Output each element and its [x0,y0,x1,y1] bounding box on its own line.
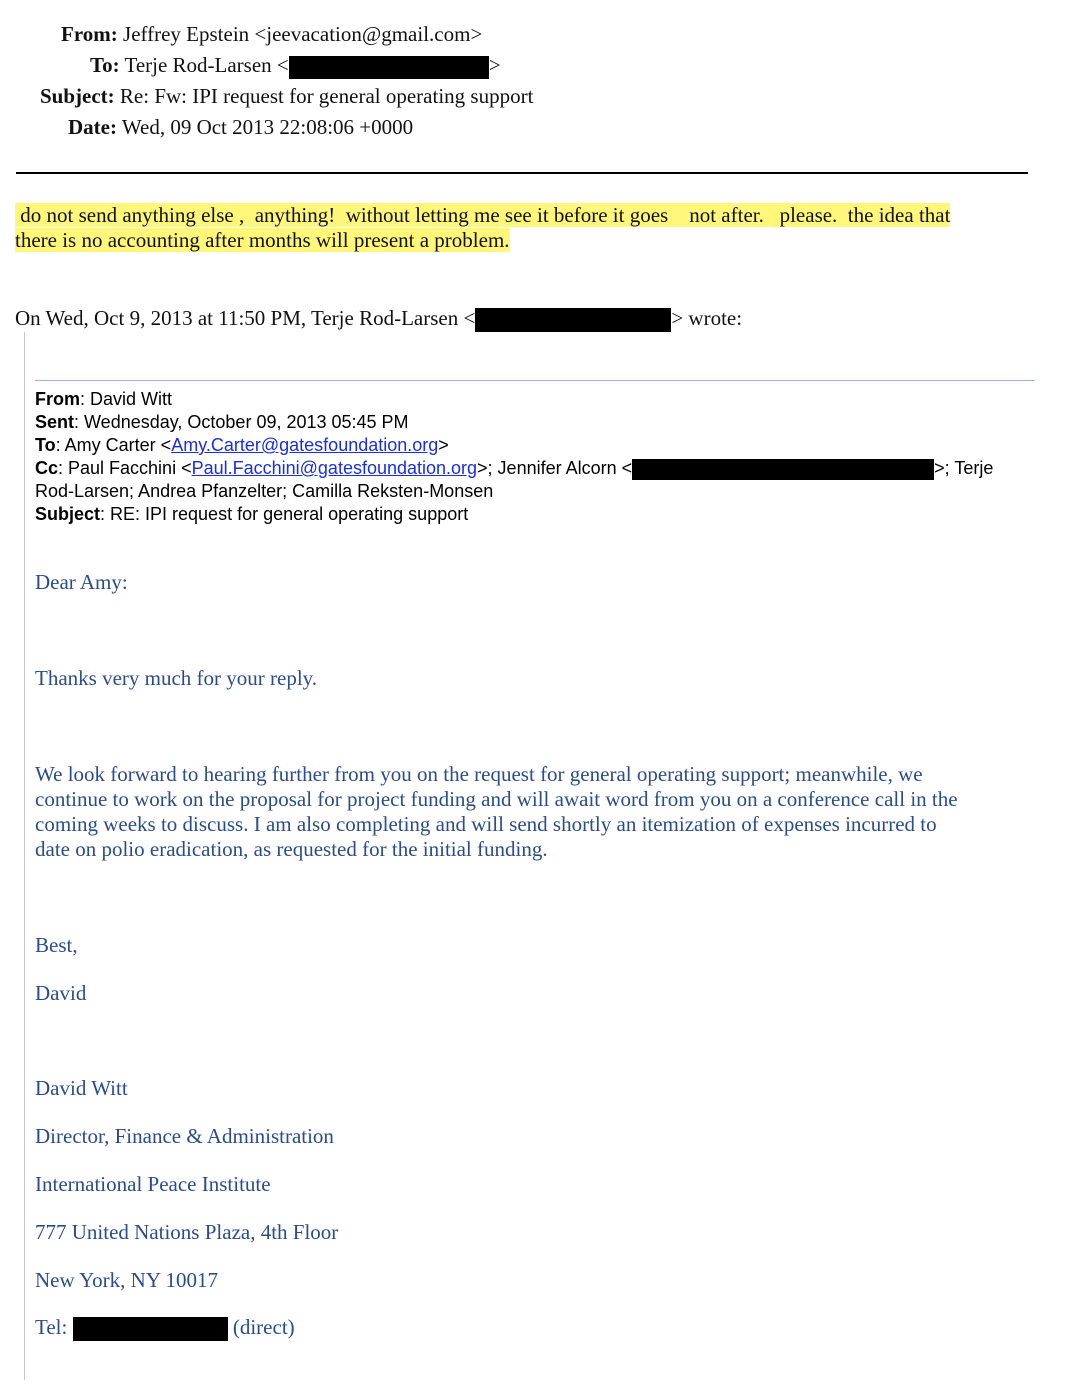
thanks-line: Thanks very much for your reply. [35,666,318,690]
quote-intro [15,304,742,332]
fwd-to-value: : Amy Carter < [55,435,172,455]
header-subject [40,82,533,110]
header-to-label: To: [90,53,120,77]
quote-intro-start: On Wed, Oct 9, 2013 at 11:50 PM, Terje Rod-Larsen < [15,306,476,330]
tel-label: Tel: [35,1315,68,1339]
header-date-value: Wed, 09 Oct 2013 22:08:06 +0000 [121,115,414,139]
fwd-from-value: : David Witt [80,389,173,409]
redaction-box [73,1317,228,1341]
paragraph-line: continue to work on the proposal for project funding and will await word from you on a conference call in the [35,787,958,811]
reply-line: there is no accounting after months will present a problem. [15,228,510,252]
fwd-sent-value: : Wednesday, October 09, 2013 05:45 PM [74,412,409,432]
paragraph-line: coming weeks to discuss. I am also completing and will send shortly an itemization of expenses incurred to [35,812,937,836]
header-from-label: From: [61,22,118,46]
header-to-value: Terje Rod-Larsen < [124,53,289,77]
fwd-cc-value: : Paul Facchini < [58,458,192,478]
fwd-sent-label: Sent [35,412,75,432]
fwd-cc-mid: >; Jennifer Alcorn < [477,458,633,478]
closing: Best, [35,933,78,957]
redaction-box [289,56,489,79]
signoff: David [35,981,87,1005]
header-to-end: > [488,53,501,77]
fwd-cc-line2: Rod-Larsen; Andrea Pfanzelter; Camilla Reksten-Monsen [35,481,494,501]
paragraph-line: We look forward to hearing further from you on the request for general operating support; meanwhile, we [35,762,923,786]
fwd-sent [35,411,1035,434]
reply-text [15,203,1035,253]
tel-suffix: (direct) [232,1315,295,1339]
signature-address: 777 United Nations Plaza, 4th Floor [35,1220,339,1244]
email-link-amy[interactable]: Amy.Carter@gatesfoundation.org [171,435,439,455]
forwarded-divider [35,380,1035,381]
greeting: Dear Amy: [35,570,128,594]
signature-tel [35,1315,1035,1341]
header-divider [16,172,1028,174]
header-from-value: Jeffrey Epstein <jeevacation@gmail.com> [123,22,483,46]
fwd-subject-value: : RE: IPI request for general operating support [100,504,469,524]
fwd-cc-after: >; Terje [934,458,994,478]
body-paragraph [35,762,1035,862]
header-date-label: Date: [68,115,117,139]
fwd-from-label: From [35,389,80,409]
fwd-to [35,434,1035,457]
paragraph-line: date on polio eradication, as requested for the initial funding. [35,837,548,861]
fwd-to-label: To [35,435,56,455]
fwd-from [35,388,1035,411]
signature-org: International Peace Institute [35,1172,271,1196]
fwd-cc [35,457,1035,480]
fwd-subject-label: Subject [35,504,101,524]
fwd-subject [35,503,1035,526]
forwarded-header [35,388,1035,526]
email-link-paul[interactable]: Paul.Facchini@gatesfoundation.org [191,458,478,478]
header-date [68,113,413,141]
header-to [90,51,501,79]
redaction-box [632,459,934,480]
header-from [61,20,482,48]
header-subject-label: Subject: [40,84,115,108]
signature-city: New York, NY 10017 [35,1268,218,1292]
redaction-box [475,308,671,332]
signature-name: David Witt [35,1076,128,1100]
quote-bar [24,332,25,1380]
quote-intro-end: > wrote: [671,306,743,330]
header-subject-value: Re: Fw: IPI request for general operating support [119,84,534,108]
fwd-cc-label: Cc [35,458,59,478]
signature-title: Director, Finance & Administration [35,1124,334,1148]
reply-line: do not send anything else , anything! without letting me see it before it goes not after. please. the idea that [15,203,951,227]
fwd-to-end: > [438,435,449,455]
